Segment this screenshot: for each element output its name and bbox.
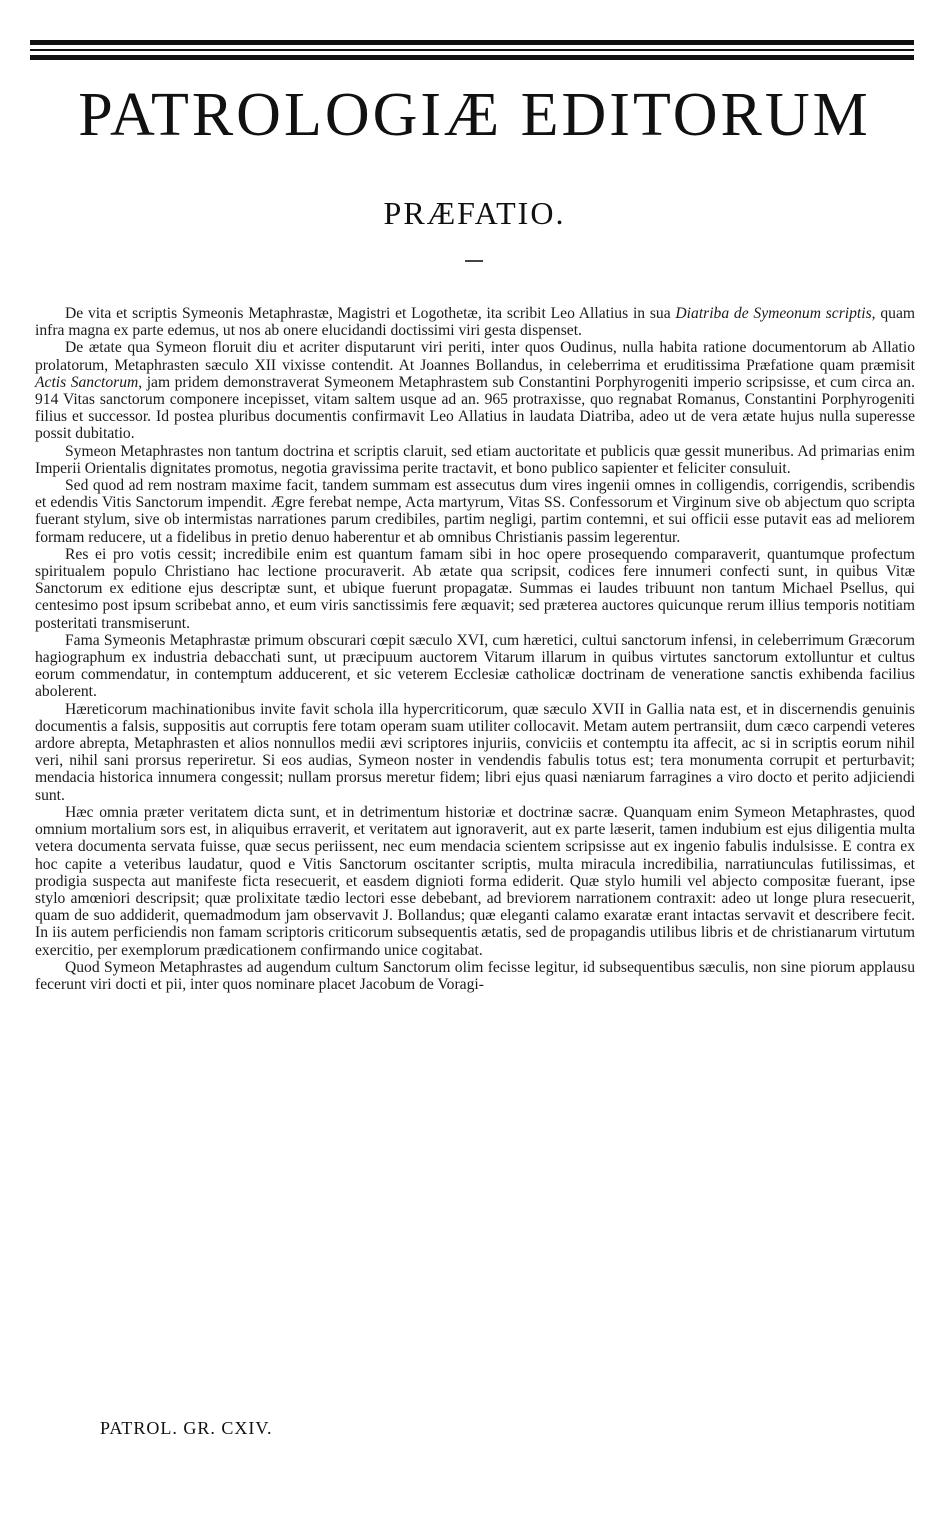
- separator-dash: [465, 260, 483, 262]
- paragraph: Hæreticorum machinationibus invite favit schola illa hypercriticorum, quæ sæculo XVII in Gallia nata est, et in discernendis genuinis documentis a falsis, suppositis aut corruptis fere totam operam suam utiliter collocavit. Metam autem pertransiit, dum cæco carpendi veteres ardore abrepta, Metaphrasten et alios nonnullos medii ævi scriptores injuriis, conviciis et contemptu ita affecit, ac si in scriptis eorum nihil veri, nihil sani prorsus reperiretur. Si eos audias, Symeon noster in vendendis fabulis totus est; tera monumenta corrupit et perturbavit; mendacia historica innumera congessit; nullam prorsus meretur fidem; libri ejus quasi næniarum farragines a viro docto et perito adjiciendi sunt.: [35, 700, 915, 804]
- paragraph: Fama Symeonis Metaphrastæ primum obscurari cœpit sæculo XVI, cum hæretici, cultui sanctorum infensi, in celeberrimum Græcorum hagiographum ex industria debacchati sunt, ut præcipuum auctorem Vitarum illarum in quibus virtutes sanctorum extolluntur et cultus eorum commendatur, in contemptum adducerent, et sic veterem Ecclesiæ catholicæ doctrinam de veneratione sanctis exhibenda facilius abolerent.: [35, 631, 915, 701]
- page-subtitle: PRÆFATIO.: [383, 195, 566, 231]
- paragraph: Sed quod ad rem nostram maxime facit, tandem summam est assecutus dum vires ingenii omnes in colligendis, corrigendis, scribendis et edendis Vitis Sanctorum impendit. Ægre ferebat nempe, Acta martyrum, Vitas SS. Confessorum et Virginum sive ob abjectum quo scripta fuerant stylum, sive ob intermistas narrationes parum credibiles, partim negligi, partim contemni, et sui officii esse putavit eas ad meliorem formam reducere, ut a fidelibus in pretio denuo haberentur et ab omnibus Christianis passim legerentur.: [35, 477, 915, 546]
- paragraph: Symeon Metaphrastes non tantum doctrina et scriptis claruit, sed etiam auctoritate et publicis quæ gessit muneribus. Ad primarias enim Imperii Orientalis dignitates promotus, negotia gravissima perite tractavit, et bono publico sapienter et feliciter consuluit.: [35, 442, 915, 477]
- page-footer: PATROL. GR. CXIV.: [100, 1418, 273, 1438]
- paragraph: Hæc omnia præter veritatem dicta sunt, et in detrimentum historiæ et doctrinæ sacræ. Quanquam enim Symeon Metaphrastes, quod omnium mortalium sors est, in aliquibus erraverit, et veritatem aut ignoraverit, aut ex parte læserit, tamen indubium est ejus diligentia multa vetera documenta servata fuisse, quæ secus periissent, nec eum mendacia scientem scripsisse aut ex ingenio fabulis indulsisse. E contra ex hoc capite a veteribus laudatur, quod e Vitis Sanctorum oscitanter scriptis, multa miracula incredibilia, narratiunculas futilissimas, et prodigia suspecta aut manifeste ficta resecuerit, et easdem dignioti forma ediderit. Quæ stylo humili vel abjecto compositæ fuerant, ipse stylo amœniori descripsit; quæ prolixitate tædio lectori esse debebant, ad breviorem narrationem contraxit: adeo ut longe plura resecuerit, quam de suo addiderit, quemadmodum jam observavit J. Bollandus; quæ eleganti calamo exaratæ erant intactas servavit et describere fecit. In iis autem perficiendis non famam scriptoris criticorum subsequentis ætatis, sed de propagandis utilibus libris et de christianarum virtutum exercitio, per exemplorum prædicationem confirmando unice cogitabat.: [35, 803, 915, 959]
- paragraph: Res ei pro votis cessit; incredibile enim est quantum famam sibi in hoc opere prosequendo comparaverit, quantumque profectum spiritualem populo Christiano hac lectione procuraverit. Ab ætate qua scripsit, codices fere innumeri confecti sunt, in quibus Vitæ Sanctorum ex editione ejus descriptæ sunt, et ubique fuerunt propagatæ. Summas ei laudes tribuunt non tantum Michael Psellus, qui centesimo post ipsum scribebat anno, et eum viris sanctissimis fere æquavit; sed præterea auctores quicunque rerum illius temporis notitiam posteritati transmiserunt.: [35, 545, 915, 632]
- header-rule-top: [30, 40, 914, 45]
- body-text: [35, 305, 915, 993]
- page-title: PATROLOGIÆ EDITORUM: [78, 81, 871, 149]
- header-rule-middle: [30, 49, 914, 51]
- paragraph: De vita et scriptis Symeonis Metaphrastæ, Magistri et Logothetæ, ita scribit Leo Allatius in sua Diatriba de Symeonum scriptis, quam infra magna ex parte edemus, ut nos ab onere elucidandi doctissimi viri gesta dispenset.: [35, 305, 915, 340]
- header-rule-bottom: [30, 55, 914, 60]
- paragraph: De ætate qua Symeon floruit diu et acriter disputarunt viri periti, inter quos Oudinus, nulla habita ratione documentorum ab Allatio prolatorum, Metaphrasten sæculo XII vixisse contendit. At Joannes Bollandus, in celeberrima et eruditissima Præfatione quam præmisit Actis Sanctorum, jam pridem demonstraverat Symeonem Metaphrastem sub Constantini Porphyrogeniti imperio scripsisse, et cum circa an. 914 Vitas sanctorum componere incepisset, vitam saltem usque ad an. 965 protraxisse, quo regnabat Romanus, Constantini Porphyrogeniti filius et successor. Id postea pluribus documentis confirmavit Leo Allatius in laudata Diatriba, adeo ut de vera ætate hujus nulla superesse possit dubitatio.: [35, 339, 915, 443]
- paragraph: Quod Symeon Metaphrastes ad augendum cultum Sanctorum olim fecisse legitur, id subsequentibus sæculis, non sine piorum applausu fecerunt viri docti et pii, inter quos nominare placet Jacobum de Voragi-: [35, 958, 915, 993]
